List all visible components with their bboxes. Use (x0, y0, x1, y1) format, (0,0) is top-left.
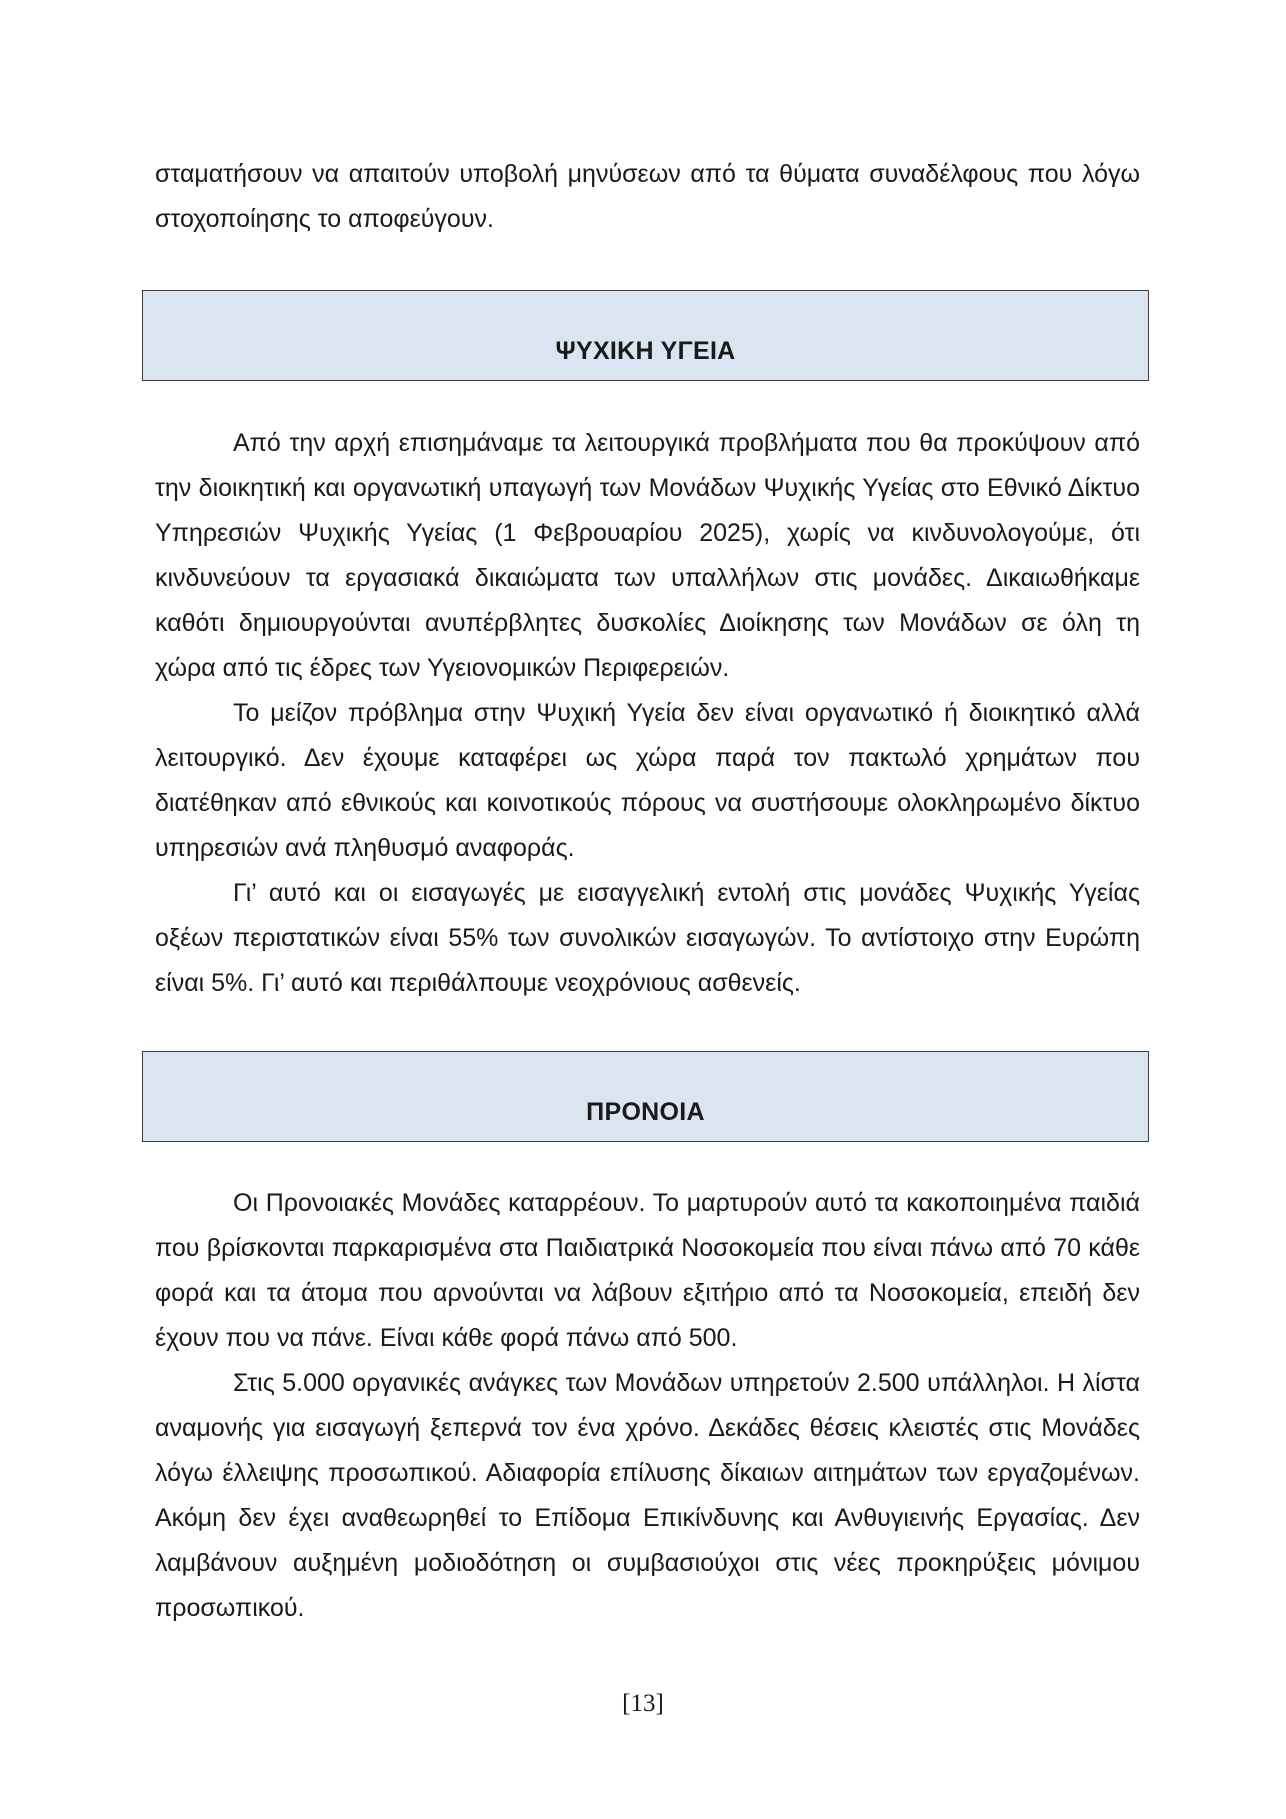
paragraph: Γι’ αυτό και οι εισαγωγές με εισαγγελική εντολή στις μονάδες Ψυχικής Υγείας οξέων περιστατικών είναι 55% των συνολικών εισαγωγών. Το αντίστοιχο στην Ευρώπη είναι 5%. Γι’ αυτό και περιθάλπουμε νεοχρόνιους ασθενείς. (155, 879, 1140, 997)
welfare-text (155, 1181, 1140, 1631)
mental-health-text (155, 421, 1140, 1006)
page-number: [13] (622, 1690, 664, 1717)
paragraph: Στις 5.000 οργανικές ανάγκες των Μονάδων υπηρετούν 2.500 υπάλληλοι. Η λίστα αναμονής για εισαγωγή ξεπερνά τον ένα χρόνο. Δεκάδες θέσεις κλειστές στις Μονάδες λόγω έλλειψης προσωπικού. Αδιαφορία επίλυσης δίκαιων αιτημάτων των εργαζομένων. Ακόμη δεν έχει αναθεωρηθεί το Επίδομα Επικίνδυνης και Ανθυγιεινής Εργασίας. Δεν λαμβάνουν αυξημένη μοδιοδότηση οι συμβασιούχοι στις νέες προκηρύξεις μόνιμου προσωπικού. (155, 1369, 1140, 1622)
section-header-mental-health (142, 290, 1149, 381)
paragraph: Οι Προνοιακές Μονάδες καταρρέουν. Το μαρτυρούν αυτό τα κακοποιημένα παιδιά που βρίσκονται παρκαρισμένα στα Παιδιατρικά Νοσοκομεία που είναι πάνω από 70 κάθε φορά και τα άτομα που αρνούνται να λάβουν εξιτήριο από τα Νοσοκομεία, επειδή δεν έχουν που να πάνε. Είναι κάθε φορά πάνω από 500. (155, 1189, 1140, 1352)
paragraph: Το μείζον πρόβλημα στην Ψυχική Υγεία δεν είναι οργανωτικό ή διοικητικό αλλά λειτουργικό. Δεν έχουμε καταφέρει ως χώρα παρά τον πακτωλό χρημάτων που διατέθηκαν από εθνικούς και κοινοτικούς πόρους να συστήσουμε ολοκληρωμένο δίκτυο υπηρεσιών ανά πληθυσμό αναφοράς. (155, 699, 1140, 862)
section-title-welfare: ΠΡΟΝΟΙΑ (586, 1098, 705, 1126)
paragraph: Από την αρχή επισημάναμε τα λειτουργικά προβλήματα που θα προκύψουν από την διοικητική και οργανωτική υπαγωγή των Μονάδων Ψυχικής Υγείας στο Εθνικό Δίκτυο Υπηρεσιών Ψυχικής Υγείας (1 Φεβρουαρίου 2025), χωρίς να κινδυνολογούμε, ότι κινδυνεύουν τα εργασιακά δικαιώματα των υπαλλήλων στις μονάδες. Δικαιωθήκαμε καθότι δημιουργούνται ανυπέρβλητες δυσκολίες Διοίκησης των Μονάδων σε όλη τη χώρα από τις έδρες των Υγειονομικών Περιφερειών. (155, 429, 1140, 682)
intro-text (155, 152, 1140, 242)
intro-paragraph: σταματήσουν να απαιτούν υποβολή μηνύσεων από τα θύματα συναδέλφους που λόγω στοχοποίησης το αποφεύγουν. (155, 160, 1140, 233)
section-header-welfare (142, 1051, 1149, 1142)
section-title-mental-health: ΨΥΧΙΚΗ ΥΓΕΙΑ (555, 337, 736, 365)
